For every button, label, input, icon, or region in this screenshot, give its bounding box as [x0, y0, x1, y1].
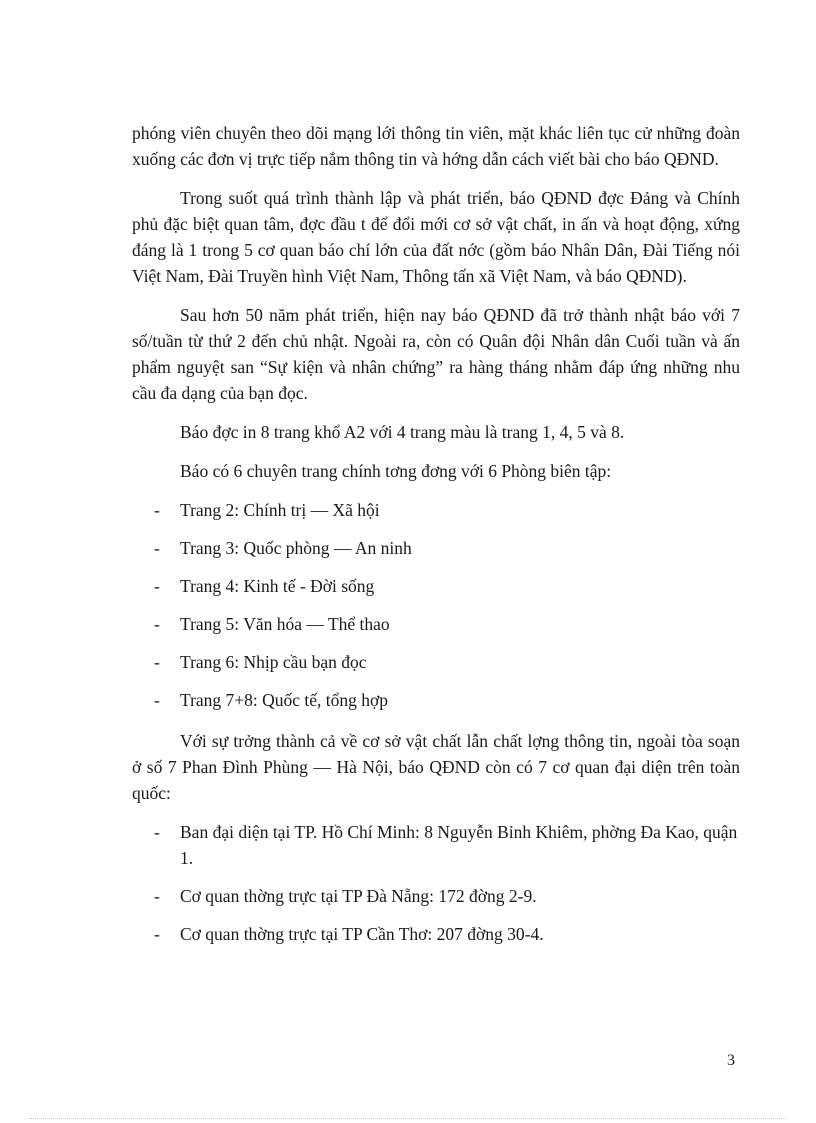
dash-bullet: - [154, 822, 160, 842]
dash-bullet: - [154, 614, 160, 634]
paragraph-special-pages-intro: Báo có 6 chuyên trang chính tơng đơng với 6 Phòng biên tập: [180, 461, 612, 481]
dash-bullet: - [154, 924, 160, 944]
dash-bullet: - [154, 652, 160, 672]
list-item-text: Trang 6: Nhịp cầu bạn đọc [180, 652, 367, 672]
list-item-text: Trang 7+8: Quốc tế, tổng hợp [180, 690, 389, 710]
list-item [132, 649, 740, 675]
paragraph-continuation: phóng viên chuyên theo dõi mạng lới thông tin viên, mặt khác liên tục cử những đoàn xuống các đơn vị trực tiếp nắm thông tin và hớng dẫn cách viết bài cho báo QĐND. [132, 123, 740, 169]
list-item-text: Trang 4: Kinh tế - Đời sống [180, 576, 375, 596]
special-pages-list [132, 497, 740, 713]
list-item [132, 687, 740, 713]
dash-bullet: - [154, 576, 160, 596]
paragraph-print-format: Báo đợc in 8 trang khổ A2 với 4 trang màu là trang 1, 4, 5 và 8. [180, 422, 625, 442]
page-number: 3 [727, 1052, 735, 1069]
list-item [132, 535, 740, 561]
footer-dotted-rule [30, 1118, 786, 1119]
paragraph-development: Trong suốt quá trình thành lập và phát triển, báo QĐND đợc Đảng và Chính phủ đặc biệt quan tâm, đợc đầu t để đổi mới cơ sở vật chất, in ấn và hoạt động, xứng đáng là 1 trong 5 cơ quan báo chí lớn của đất nớc (gồm báo Nhân Dân, Đài Tiếng nói Việt Nam, Đài Truyền hình Việt Nam, Thông tấn xã Việt Nam, và báo QĐND). [132, 188, 740, 286]
dash-bullet: - [154, 886, 160, 906]
list-item-text: Trang 3: Quốc phòng — An ninh [180, 538, 412, 558]
list-item-text: Cơ quan thờng trực tại TP Đà Nẵng: 172 đờng 2-9. [180, 886, 537, 906]
paragraph-offices-intro: Với sự trởng thành cả về cơ sở vật chất lẫn chất lợng thông tin, ngoài tòa soạn ở số 7 Phan Đình Phùng — Hà Nội, báo QĐND còn có 7 cơ quan đại diện trên toàn quốc: [132, 731, 740, 803]
page-content [132, 120, 740, 962]
list-item-text: Cơ quan thờng trực tại TP Cần Thơ: 207 đờng 30-4. [180, 924, 544, 944]
list-item [132, 573, 740, 599]
list-item [132, 819, 740, 871]
paragraph-daily-newspaper: Sau hơn 50 năm phát triển, hiện nay báo QĐND đã trở thành nhật báo với 7 số/tuần từ thứ 2 đến chủ nhật. Ngoài ra, còn có Quân đội Nhân dân Cuối tuần và ấn phẩm nguyệt san “Sự kiện và nhân chứng” ra hàng tháng nhằm đáp ứng những nhu cầu đa dạng của bạn đọc. [132, 305, 740, 403]
list-item-text: Trang 5: Văn hóa — Thể thao [180, 614, 390, 634]
list-item [132, 497, 740, 523]
dash-bullet: - [154, 500, 160, 520]
list-item [132, 921, 740, 947]
list-item-text: Ban đại diện tại TP. Hồ Chí Minh: 8 Nguyễn Bỉnh Khiêm, phờng Đa Kao, quận 1. [180, 822, 738, 868]
list-item [132, 611, 740, 637]
list-item-text: Trang 2: Chính trị — Xã hội [180, 500, 380, 520]
dash-bullet: - [154, 538, 160, 558]
list-item [132, 883, 740, 909]
dash-bullet: - [154, 690, 160, 710]
offices-list [132, 819, 740, 947]
